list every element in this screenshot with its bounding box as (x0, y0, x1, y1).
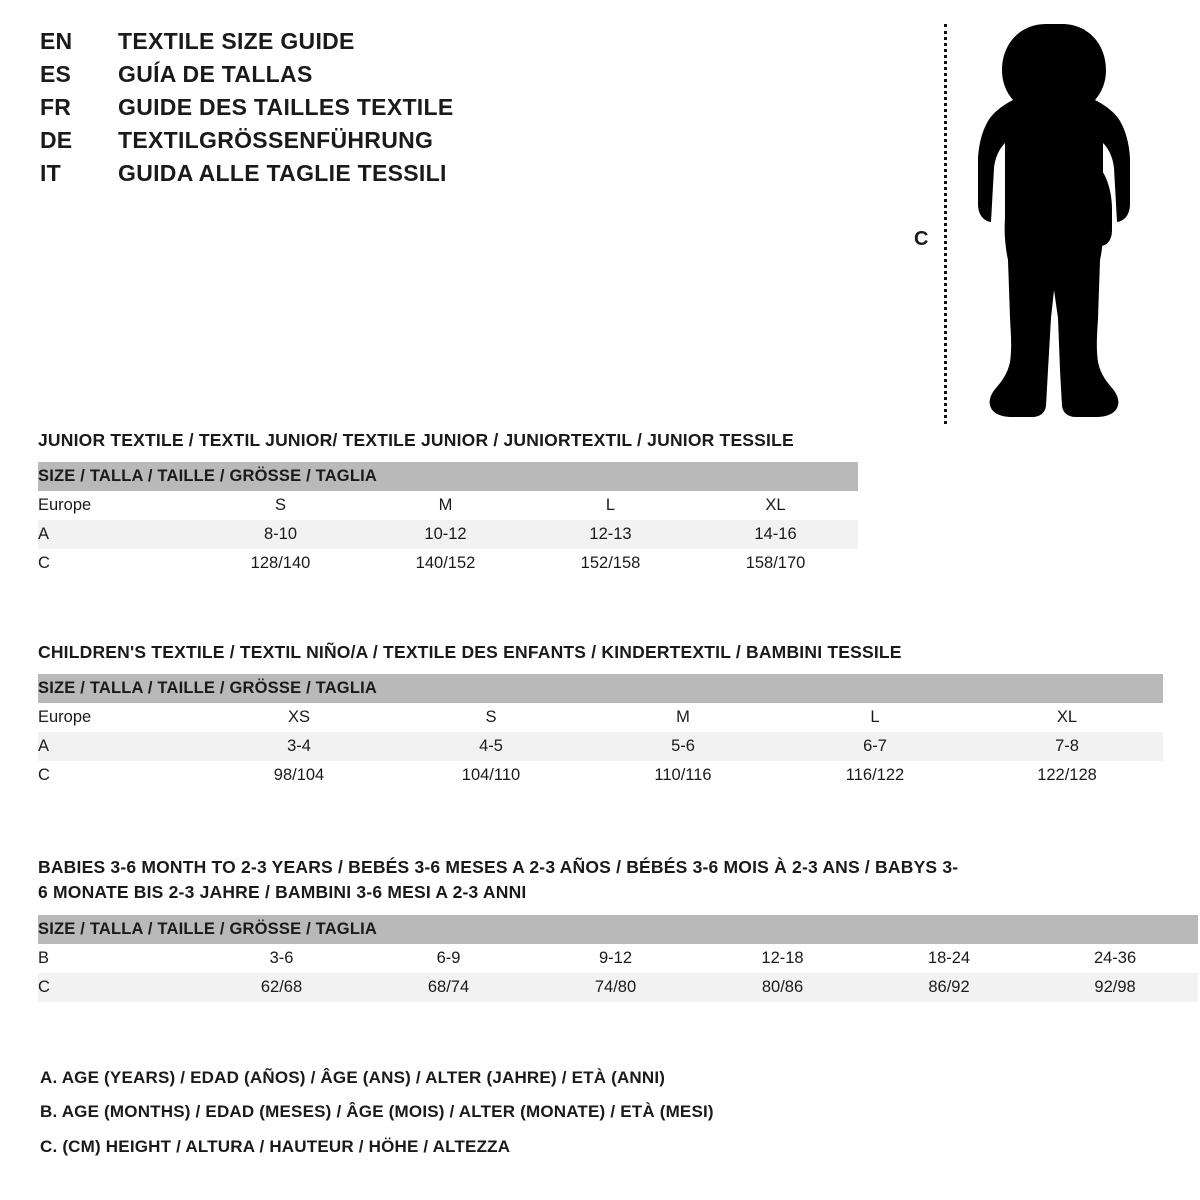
cell-value: 12-13 (528, 520, 693, 549)
cell-value: 128/140 (198, 549, 363, 578)
legend-line-c: C. (CM) HEIGHT / ALTURA / HAUTEUR / HÖHE / ALTEZZA (40, 1136, 511, 1156)
cell-value: XS (203, 703, 395, 732)
row-label: A (38, 520, 198, 549)
row-label: Europe (38, 703, 203, 732)
toddler-silhouette-icon (950, 18, 1150, 438)
cell-value: 5-6 (587, 732, 779, 761)
table-header-label: SIZE / TALLA / TAILLE / GRÖSSE / TAGLIA (38, 462, 858, 491)
childrens-size-table (38, 674, 1163, 790)
section-title: JUNIOR TEXTILE / TEXTIL JUNIOR/ TEXTILE JUNIOR / JUNIORTEXTIL / JUNIOR TESSILE (38, 430, 794, 450)
cell-value: 158/170 (693, 549, 858, 578)
table-header-row (38, 462, 858, 491)
cell-value: 7-8 (971, 732, 1163, 761)
height-dotted-line (944, 24, 947, 424)
cell-value: 92/98 (1032, 973, 1198, 1002)
section-title: CHILDREN'S TEXTILE / TEXTIL NIÑO/A / TEXTILE DES ENFANTS / KINDERTEXTIL / BAMBINI TESSILE (38, 642, 902, 662)
cell-value: 24-36 (1032, 944, 1198, 973)
cell-value: 62/68 (198, 973, 365, 1002)
section-childrens-textile (38, 640, 1163, 790)
row-label: C (38, 549, 198, 578)
junior-size-table (38, 462, 858, 578)
cell-value: L (528, 491, 693, 520)
cell-value: 18-24 (866, 944, 1032, 973)
cell-value: XL (971, 703, 1163, 732)
cell-value: S (395, 703, 587, 732)
cell-value: 6-7 (779, 732, 971, 761)
language-code: EN (40, 28, 73, 54)
cell-value: 122/128 (971, 761, 1163, 790)
table-row (38, 973, 1198, 1002)
table-row (38, 520, 858, 549)
cell-value: 110/116 (587, 761, 779, 790)
legend-line-b: B. AGE (MONTHS) / EDAD (MESES) / ÂGE (MOIS) / ALTER (MONATE) / ETÀ (MESI) (40, 1102, 714, 1122)
table-row (38, 549, 858, 578)
cell-value: 86/92 (866, 973, 1032, 1002)
legend-block (40, 1068, 940, 1171)
cell-value: 152/158 (528, 549, 693, 578)
language-row (40, 30, 680, 53)
language-row (40, 63, 680, 86)
table-row (38, 491, 858, 520)
table-row (38, 761, 1163, 790)
cell-value: 14-16 (693, 520, 858, 549)
language-title: GUÍA DE TALLAS (118, 61, 313, 87)
cell-value: 104/110 (395, 761, 587, 790)
section-junior-textile (38, 428, 858, 578)
row-label: B (38, 944, 198, 973)
section-babies-textile (38, 855, 1198, 1002)
cell-value: 9-12 (532, 944, 699, 973)
cell-value: 12-18 (699, 944, 866, 973)
row-label: Europe (38, 491, 198, 520)
table-header-row (38, 915, 1198, 944)
language-row (40, 129, 680, 152)
cell-value: 3-4 (203, 732, 395, 761)
cell-value: 4-5 (395, 732, 587, 761)
cell-value: XL (693, 491, 858, 520)
cell-value: 3-6 (198, 944, 365, 973)
table-row (38, 732, 1163, 761)
language-title: GUIDE DES TAILLES TEXTILE (118, 94, 454, 120)
legend-line-a: A. AGE (YEARS) / EDAD (AÑOS) / ÂGE (ANS) / ALTER (JAHRE) / ETÀ (ANNI) (40, 1068, 666, 1087)
cell-value: 116/122 (779, 761, 971, 790)
cell-value: M (363, 491, 528, 520)
language-code: DE (40, 127, 73, 153)
table-row (38, 944, 1198, 973)
language-row (40, 162, 680, 185)
language-title: TEXTILE SIZE GUIDE (118, 28, 355, 54)
language-code: FR (40, 94, 72, 120)
section-title: BABIES 3-6 MONTH TO 2-3 YEARS / BEBÉS 3-6 MESES A 2-3 AÑOS / BÉBÉS 3-6 MOIS À 2-3 ANS / BABYS 3-6 MONATE BIS 2-3 JAHRE / BAMBINI 3-6 MESI A 2-3 ANNI (38, 857, 959, 903)
table-header-label: SIZE / TALLA / TAILLE / GRÖSSE / TAGLIA (38, 915, 1198, 944)
cell-value: S (198, 491, 363, 520)
table-header-label: SIZE / TALLA / TAILLE / GRÖSSE / TAGLIA (38, 674, 1163, 703)
language-title: GUIDA ALLE TAGLIE TESSILI (118, 160, 447, 186)
babies-size-table (38, 915, 1198, 1002)
row-label: C (38, 761, 203, 790)
language-code: ES (40, 61, 72, 87)
cell-value: 74/80 (532, 973, 699, 1002)
language-code: IT (40, 160, 61, 186)
language-title: TEXTILGRÖSSENFÜHRUNG (118, 127, 434, 153)
cell-value: 8-10 (198, 520, 363, 549)
cell-value: 80/86 (699, 973, 866, 1002)
cell-value: 140/152 (363, 549, 528, 578)
language-title-block (40, 30, 680, 195)
cell-value: 10-12 (363, 520, 528, 549)
cell-value: 98/104 (203, 761, 395, 790)
height-measure-figure (900, 10, 1160, 430)
cell-value: 6-9 (365, 944, 532, 973)
cell-value: 68/74 (365, 973, 532, 1002)
measure-label-c: C (914, 228, 929, 250)
table-row (38, 703, 1163, 732)
row-label: A (38, 732, 203, 761)
table-header-row (38, 674, 1163, 703)
cell-value: M (587, 703, 779, 732)
row-label: C (38, 973, 198, 1002)
cell-value: L (779, 703, 971, 732)
language-row (40, 96, 680, 119)
